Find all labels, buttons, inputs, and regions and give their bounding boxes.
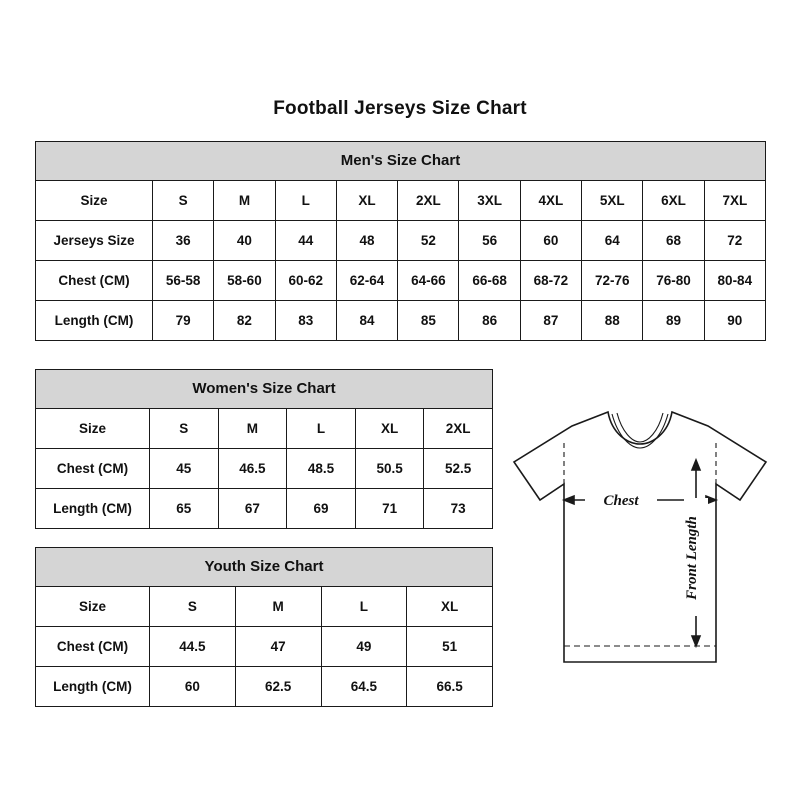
cell: 82: [214, 301, 275, 341]
womens-size-chart-block: [35, 369, 492, 529]
cell: 73: [424, 489, 493, 529]
youth-table-caption: Youth Size Chart: [35, 547, 493, 586]
cell: 52.5: [424, 449, 493, 489]
header-cell-s: S: [153, 181, 214, 221]
cell: 86: [459, 301, 520, 341]
cell: 56-58: [153, 261, 214, 301]
header-cell-m: M: [218, 409, 287, 449]
womens-size-table: [35, 369, 493, 529]
table-row: [36, 181, 766, 221]
header-cell-2xl: 2XL: [424, 409, 493, 449]
cell: 87: [520, 301, 581, 341]
row-label-chest: Chest (CM): [36, 627, 150, 667]
cell: 46.5: [218, 449, 287, 489]
cell: 58-60: [214, 261, 275, 301]
table-row: [36, 627, 493, 667]
cell: 89: [643, 301, 704, 341]
header-cell-xl: XL: [336, 181, 397, 221]
cell: 84: [336, 301, 397, 341]
cell: 48: [336, 221, 397, 261]
header-cell-4xl: 4XL: [520, 181, 581, 221]
header-cell-7xl: 7XL: [704, 181, 765, 221]
cell: 44: [275, 221, 336, 261]
cell: 62.5: [235, 667, 321, 707]
jersey-measurement-diagram: [500, 400, 780, 700]
cell: 69: [287, 489, 356, 529]
row-label-length: Length (CM): [36, 301, 153, 341]
cell: 56: [459, 221, 520, 261]
cell: 72: [704, 221, 765, 261]
cell: 48.5: [287, 449, 356, 489]
cell: 64: [582, 221, 643, 261]
header-cell-s: S: [150, 587, 236, 627]
header-cell-xl: XL: [355, 409, 424, 449]
header-cell-m: M: [235, 587, 321, 627]
header-cell-xl: XL: [407, 587, 493, 627]
youth-size-table: [35, 547, 493, 707]
cell: 36: [153, 221, 214, 261]
row-header-size: Size: [36, 181, 153, 221]
cell: 76-80: [643, 261, 704, 301]
cell: 80-84: [704, 261, 765, 301]
cell: 62-64: [336, 261, 397, 301]
table-row: [36, 449, 493, 489]
row-label-length: Length (CM): [36, 489, 150, 529]
table-row: [36, 221, 766, 261]
cell: 52: [398, 221, 459, 261]
cell: 66-68: [459, 261, 520, 301]
jersey-outline-icon: [514, 412, 766, 662]
cell: 68: [643, 221, 704, 261]
mens-table-caption: Men's Size Chart: [35, 141, 766, 180]
youth-size-chart-block: [35, 547, 492, 707]
row-label-jerseys-size: Jerseys Size: [36, 221, 153, 261]
header-cell-l: L: [321, 587, 407, 627]
cell: 44.5: [150, 627, 236, 667]
cell: 85: [398, 301, 459, 341]
page-title: Football Jerseys Size Chart: [273, 98, 527, 119]
chest-measure-label: Chest: [603, 493, 639, 509]
cell: 40: [214, 221, 275, 261]
cell: 50.5: [355, 449, 424, 489]
cell: 60: [520, 221, 581, 261]
cell: 68-72: [520, 261, 581, 301]
table-row: [36, 409, 493, 449]
row-label-length: Length (CM): [36, 667, 150, 707]
header-cell-5xl: 5XL: [582, 181, 643, 221]
header-cell-l: L: [287, 409, 356, 449]
cell: 64.5: [321, 667, 407, 707]
header-cell-2xl: 2XL: [398, 181, 459, 221]
cell: 51: [407, 627, 493, 667]
row-header-size: Size: [36, 587, 150, 627]
cell: 79: [153, 301, 214, 341]
mens-size-chart-block: [35, 141, 764, 341]
cell: 60: [150, 667, 236, 707]
cell: 90: [704, 301, 765, 341]
cell: 72-76: [582, 261, 643, 301]
cell: 49: [321, 627, 407, 667]
cell: 83: [275, 301, 336, 341]
row-label-chest: Chest (CM): [36, 449, 150, 489]
header-cell-l: L: [275, 181, 336, 221]
cell: 88: [582, 301, 643, 341]
row-label-chest: Chest (CM): [36, 261, 153, 301]
mens-size-table: [35, 141, 766, 341]
header-cell-m: M: [214, 181, 275, 221]
table-row: [36, 301, 766, 341]
header-cell-6xl: 6XL: [643, 181, 704, 221]
table-row: [36, 489, 493, 529]
table-row: [36, 667, 493, 707]
cell: 71: [355, 489, 424, 529]
womens-table-caption: Women's Size Chart: [35, 369, 493, 408]
header-cell-3xl: 3XL: [459, 181, 520, 221]
cell: 47: [235, 627, 321, 667]
row-header-size: Size: [36, 409, 150, 449]
cell: 64-66: [398, 261, 459, 301]
cell: 67: [218, 489, 287, 529]
cell: 66.5: [407, 667, 493, 707]
cell: 60-62: [275, 261, 336, 301]
cell: 45: [150, 449, 219, 489]
front-length-measure-label: Front Length: [684, 516, 700, 600]
cell: 65: [150, 489, 219, 529]
table-row: [36, 587, 493, 627]
header-cell-s: S: [150, 409, 219, 449]
table-row: [36, 261, 766, 301]
